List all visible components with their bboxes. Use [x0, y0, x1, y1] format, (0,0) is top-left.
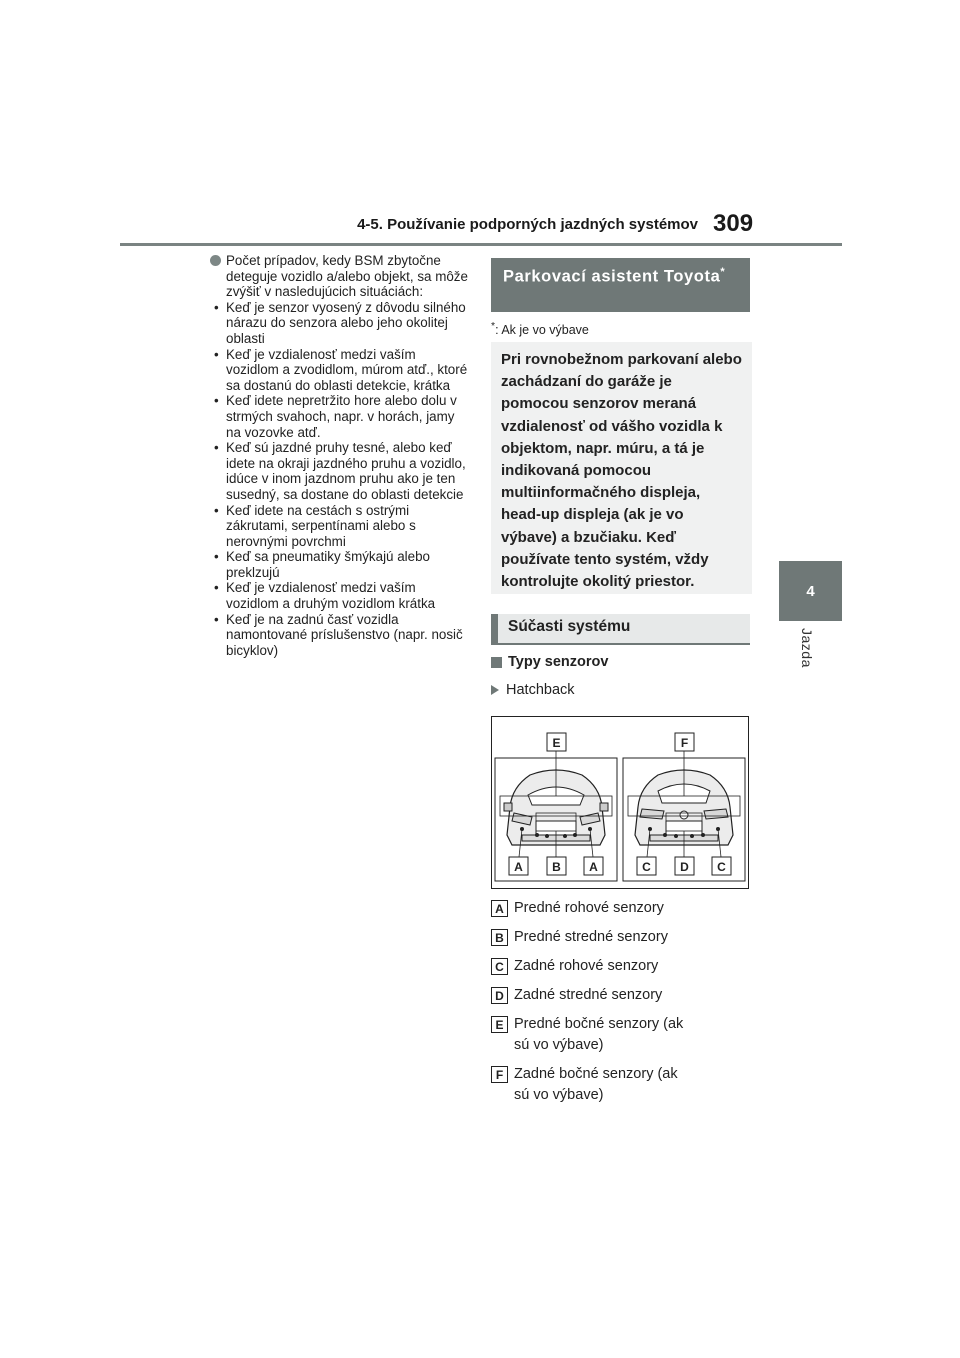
- list-item: • Keď je vzdialenosť medzi vaším vozidlom a druhým vozidlom krátka: [210, 580, 468, 611]
- section-heading-text: Parkovací asistent Toyota: [503, 267, 721, 286]
- chapter-label: Jazda: [799, 628, 815, 668]
- sensor-location-figure: [491, 716, 749, 889]
- figure-label-a-left: A: [514, 860, 523, 874]
- intro-paragraph: Pri rovnobežnom parkovaní alebo zachádzaní do garáže je pomocou senzorov meraná vzdialenosť od vášho vozidla k objektom, napr. múru, a tá je indikovaná pomocou multiinformačného displeja, head-up displeja (ak je vo výbave) a bzučiaku. Keď používate tento systém, vždy kontrolujte okolitý priestor.: [491, 342, 752, 594]
- figure-label-c-left: C: [642, 860, 651, 874]
- variant-heading: [491, 682, 575, 698]
- list-item: • Keď idete na cestách s ostrými zákrutami, serpentínami alebo s nerovnými povrchmi: [210, 503, 468, 550]
- footnote: [491, 321, 589, 337]
- legend-item: [491, 927, 751, 948]
- figure-label-b: B: [552, 860, 561, 874]
- figure-label-c-right: C: [717, 860, 726, 874]
- section-heading-parking-assist: [491, 258, 750, 312]
- figure-label-e: E: [552, 736, 561, 750]
- section-header-title: 4-5. Používanie podporných jazdných systémov: [357, 216, 698, 233]
- asterisk-mark: *: [720, 266, 726, 278]
- figure-label-d: D: [680, 860, 689, 874]
- legend-key: C: [491, 958, 508, 975]
- legend-item: [491, 898, 751, 919]
- legend-key: A: [491, 900, 508, 917]
- header-divider: [120, 243, 842, 246]
- list-item: • Keď sa pneumatiky šmýkajú alebo preklzujú: [210, 549, 468, 580]
- legend-text: Predné stredné senzory: [514, 929, 668, 945]
- legend-text: Predné rohové senzory: [514, 900, 664, 916]
- footnote-text: : Ak je vo výbave: [495, 323, 589, 338]
- square-bullet-icon: [491, 657, 502, 668]
- bsm-situation-list: [210, 300, 468, 659]
- figure-label-f: F: [680, 736, 689, 750]
- legend-item: [491, 1064, 689, 1106]
- list-item: • Keď sú jazdné pruhy tesné, alebo keď idete na okraji jazdného pruhu a vozidlo, idúce v inom jazdnom pruhu ako je ten susedný, sa dostane do oblasti detekcie: [210, 440, 468, 502]
- triangle-bullet-icon: [491, 685, 499, 695]
- variant-heading-text: Hatchback: [506, 682, 575, 698]
- legend-text: Predné bočné senzory (ak sú vo výbave): [514, 1016, 684, 1053]
- bsm-false-detection-intro: Počet prípadov, kedy BSM zbytočne deteguje vozidlo a/alebo objekt, sa môže zvýšiť v nasledujúcich situáciách:: [210, 253, 468, 300]
- chapter-tab: [779, 561, 842, 621]
- list-item: • Keď idete nepretržito hore alebo dolu v strmých svahoch, napr. v horách, jamy na vozovke atď.: [210, 393, 468, 440]
- legend-key: D: [491, 987, 508, 1004]
- footnote-mark: *: [491, 321, 496, 332]
- legend-item: [491, 956, 751, 977]
- legend-item: [491, 985, 751, 1006]
- chapter-number: 4: [806, 582, 815, 600]
- page-number: 309: [713, 210, 754, 237]
- sensor-types-heading-text: Typy senzorov: [508, 654, 609, 670]
- legend-key: F: [491, 1066, 508, 1083]
- left-column: [210, 253, 468, 658]
- legend-text: Zadné bočné senzory (ak sú vo výbave): [514, 1066, 678, 1103]
- legend-text: Zadné rohové senzory: [514, 958, 659, 974]
- legend-item: [491, 1014, 689, 1056]
- list-item: • Keď je senzor vyosený z dôvodu silného nárazu do senzora alebo jeho okolitej oblasti: [210, 300, 468, 347]
- figure-label-a-right: A: [589, 860, 598, 874]
- sensor-legend: [491, 898, 751, 1114]
- legend-text: Zadné stredné senzory: [514, 987, 663, 1003]
- legend-key: E: [491, 1016, 508, 1033]
- subsection-heading-components: Súčasti systému: [491, 614, 750, 645]
- car-sensor-diagram: [492, 717, 748, 888]
- list-item: • Keď je vzdialenosť medzi vaším vozidlom a zvodidlom, múrom atď., ktoré sa dostanú do oblasti detekcie, krátka: [210, 347, 468, 394]
- sensor-types-heading: [491, 654, 608, 670]
- list-item: • Keď je na zadnú časť vozidla namontované príslušenstvo (napr. nosič bicyklov): [210, 612, 468, 659]
- legend-key: B: [491, 929, 508, 946]
